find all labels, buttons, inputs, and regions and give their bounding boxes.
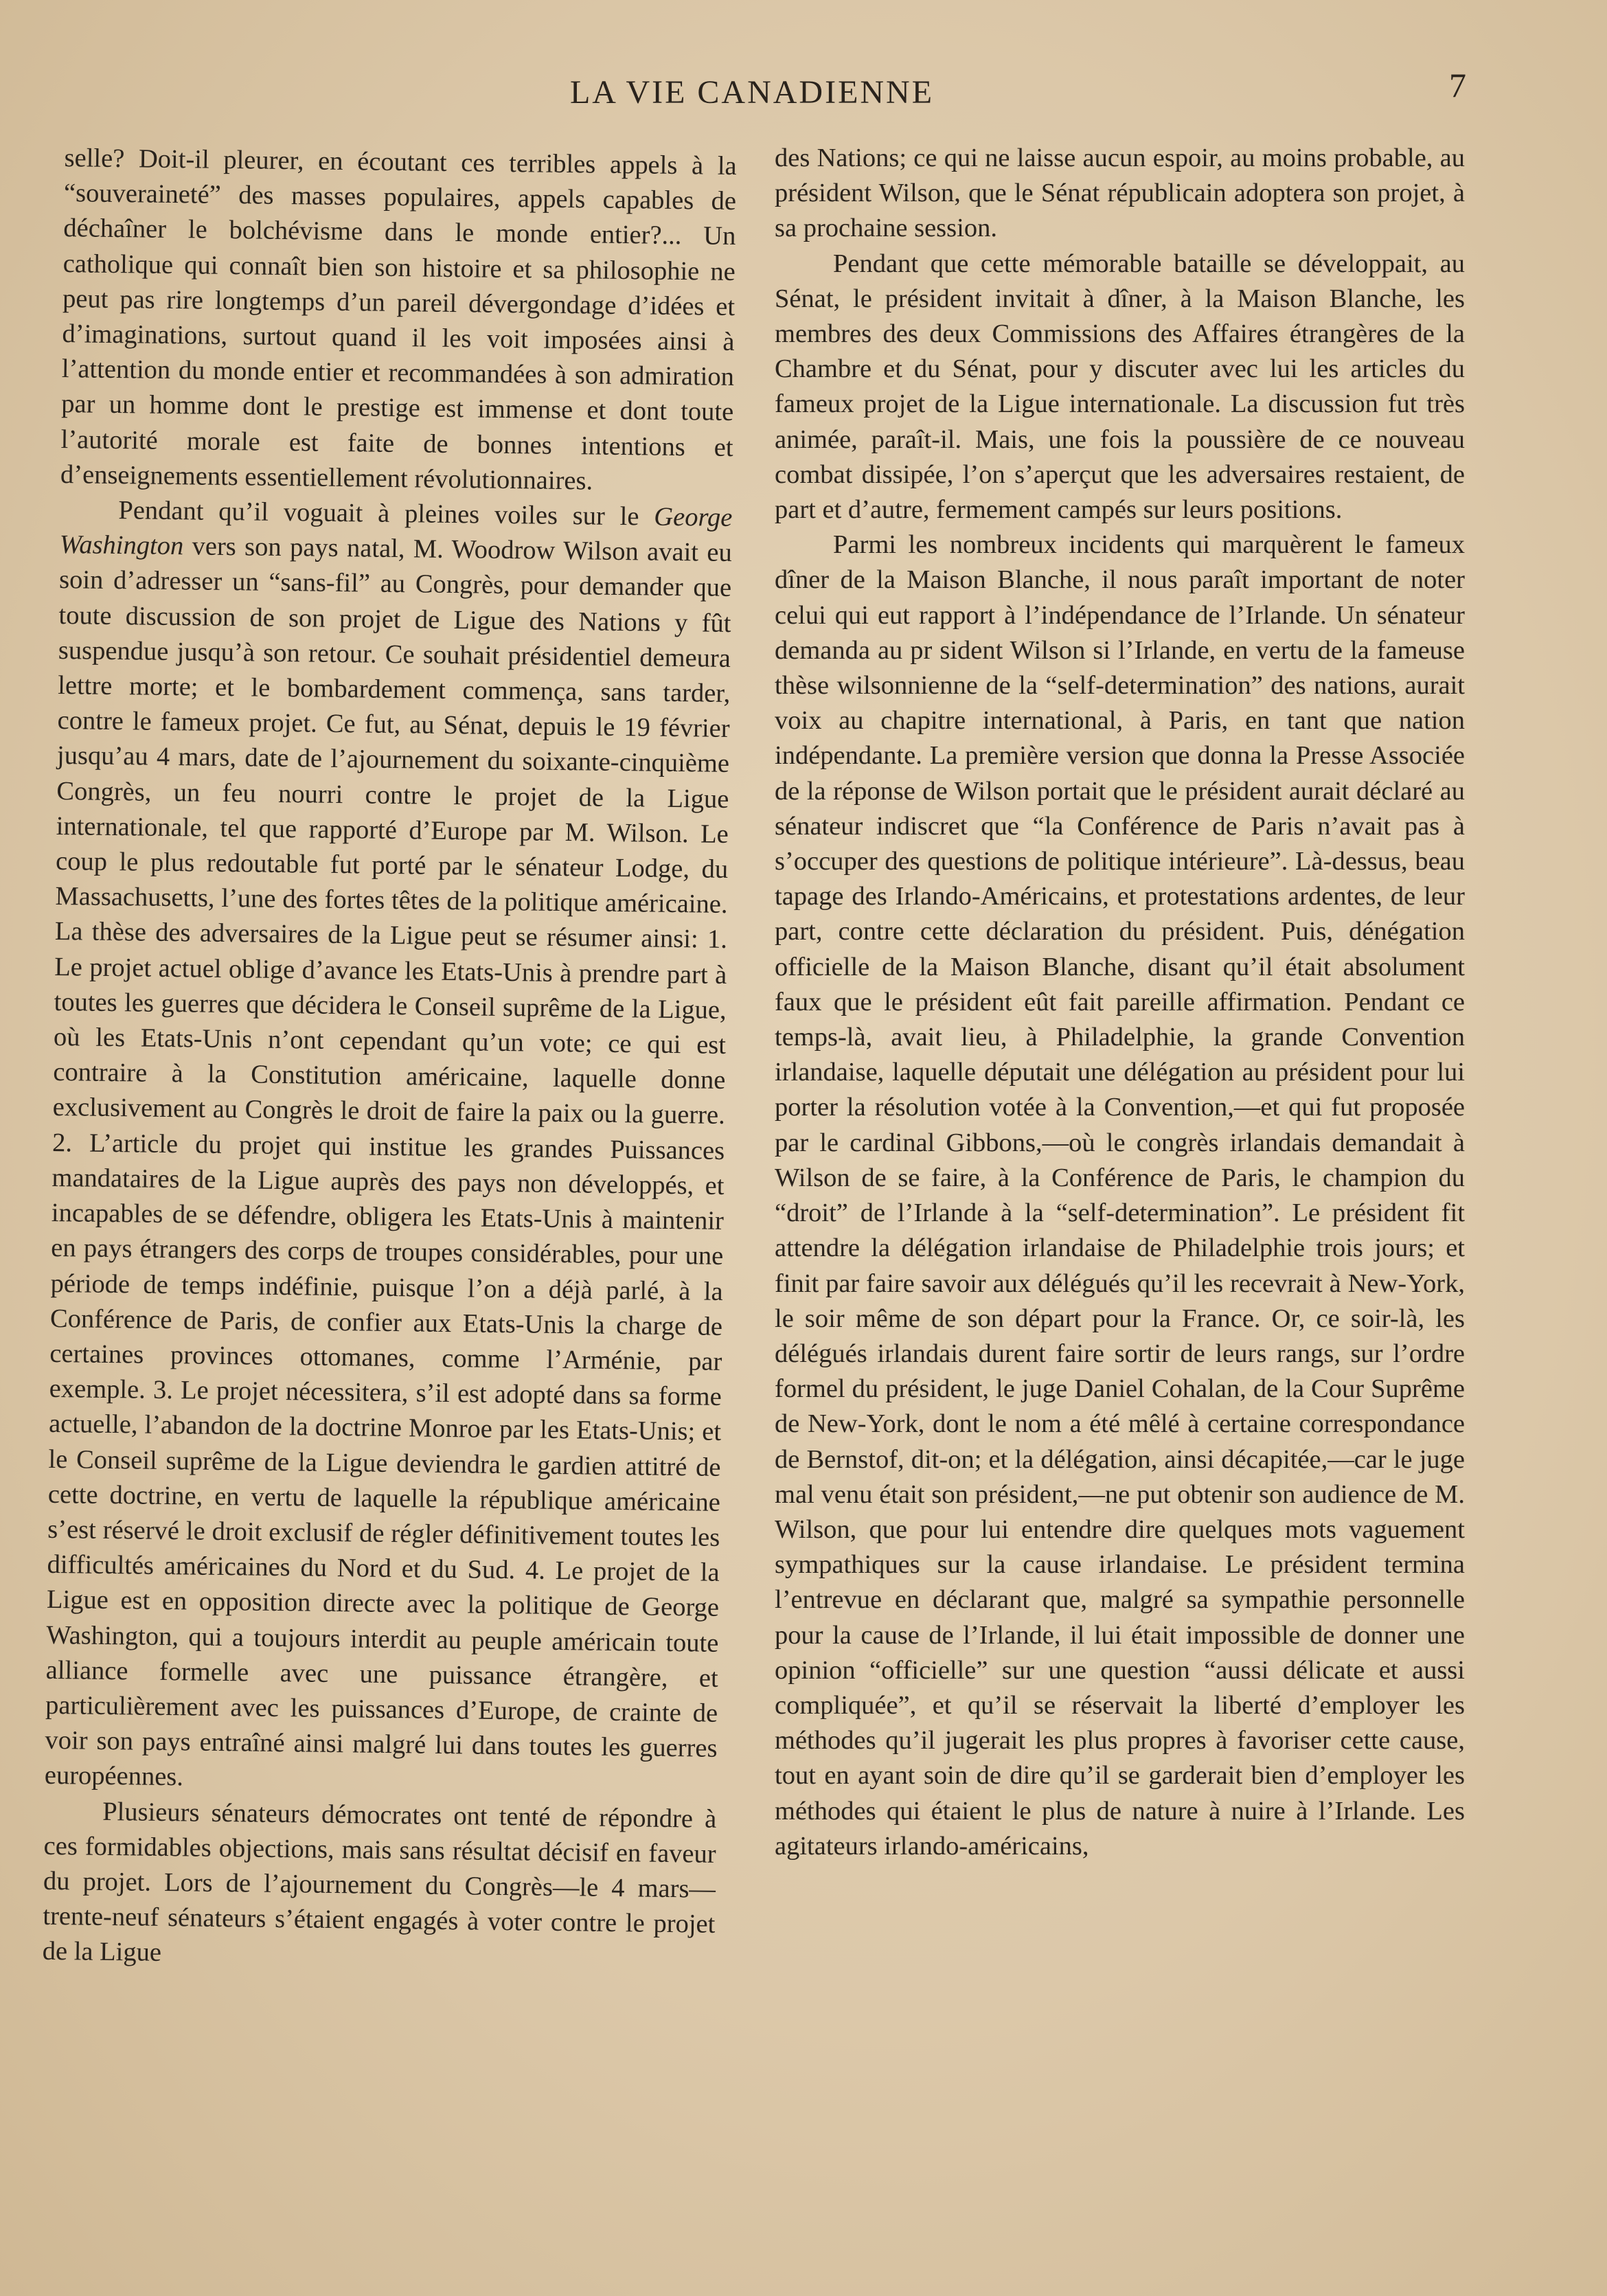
running-title: LA VIE CANADIENNE xyxy=(569,74,935,111)
paragraph: Parmi les nombreux incidents qui marquèrent le fameux dîner de la Maison Blanche, il nous paraît important de noter celui qui eut rapport à l’indépendance de l’Irlande. Un sénateur demanda au pr sident Wilson si l’Irlande, en vertu de la fameuse thèse wilsonnienne de la “self-determination” des nations, aurait voix au chapitre international, à Paris, en tant que nation indépendante. La première version que donna la Presse Associée de la réponse de Wilson portait que le président aurait déclaré au sénateur indiscret que “la Conférence de Paris n’avait pas à s’occuper des questions de politique intérieure”. Là-dessus, beau tapage des Irlando-Américains, et protestations ardentes, de leur part, contre cette déclaration du président. Puis, dénégation officielle de la Maison Blanche, disant qu’il était absolument faux que le président eût fait pareille affirmation. Pendant ce temps-là, avait lieu, à Philadelphie, la grande Convention irlandaise, laquelle députait une délégation au président pour lui porter la résolution votée à la Convention,—et qui fut proposée par le cardinal Gibbons,—où le congrès irlandais demandait à Wilson de se faire, à la Conférence de Paris, le champion du “droit” de l’Irlande à la “self-determination”. Le président fit attendre la délégation irlandaise de Philadelphie trois jours; et finit par faire savoir aux délégués qu’il les recevrait à New-York, le soir même de son départ pour la France. Or, ce soir-là, les délégués irlandais durent faire sortir de leurs rangs, sur l’ordre formel du président, le juge Daniel Cohalan, de la Cour Suprême de New-York, dont le nom a été mêlé à certaine correspondance de Bernstof, dit-on; et la délégation, ainsi décapitée,—car le juge mal venu était son président,—ne put obtenir son audience de M. Wilson, que pour lui entendre dire quelques mots vaguement sympathiques sur la cause irlandaise. Le président termina l’entrevue en déclarant que, malgré sa sympathie personnelle pour la cause de l’Irlande, il lui était impossible de donner une opinion “officielle” sur une question “aussi délicate et aussi compliquée”, et qu’il se réservait la liberté d’employer les méthodes qu’il jugerait les plus propres à favoriser cette cause, tout en ayant soin de dire qu’il se garderait bien d’employer les méthodes qui étaient le plus de nature à nuire à l’Irlande. Les agitateurs irlando-américains, xyxy=(775,530,1465,1861)
paragraph xyxy=(45,492,733,1801)
paragraph: selle? Doit-il pleurer, en écoutant ces terribles appels à la “souveraineté” des masses populaires, appels capables de déchaîner le bolchévisme dans le monde entier?... Un catholique qui connaît bien son histoire et sa philosophie ne peut pas rire longtemps d’un pareil dévergondage d’idées et d’imaginations, surtout quand il les voit imposées ainsi à l’attention du monde entier et recommandées à son admiration par un homme dont le prestige est immense et dont toute l’autorité morale est faite de bonnes intentions et d’enseignements essentiellement révolutionnaires. xyxy=(60,144,737,496)
ship-name: George Washington xyxy=(59,502,733,561)
paragraph-text: vers son pays natal, M. Woodrow Wilson avait eu soin d’adresser un “sans-fil” au Congrès, pour demander que toute discussion de son projet de Ligue des Nations y fût suspendue jusqu’à son retour. Ce souhait présidentiel demeura lettre morte; et le bombardement commença, sans tarder, contre le fameux projet. Ce fut, au Sénat, depuis le 19 février jusqu’au 4 mars, date de l’ajournement du soixante-cinquième Congrès, un feu nourri contre le projet de la Ligue internationale, tel que rapporté d’Europe par M. Wilson. Le coup le plus redoutable fut porté par le sénateur Lodge, du Massachusetts, l’une des fortes têtes de la politique américaine. La thèse des adversaires de la Ligue peut se résumer ainsi: 1. Le projet actuel oblige d’avance les Etats-Unis à prendre part à toutes les guerres que décidera le Conseil suprême de la Ligue, où les Etats-Unis n’ont cependant qu’un vote; ce qui est contraire à la Constitution américaine, laquelle donne exclusivement au Congrès le droit de faire la paix ou la guerre. 2. L’article du projet qui institue les grandes Puissances mandataires de la Ligue auprès des pays non développés, et incapables de se défendre, obligera les Etats-Unis à maintenir en pays étrangers des corps de troupes considérables, pour une période de temps indéfinie, puisque l’on a déjà parlé, à la Conférence de Paris, de confier aux Etats-Unis la charge de certaines provinces ottomanes, comme l’Arménie, par exemple. 3. Le projet nécessitera, s’il est adopté dans sa forme actuelle, l’abandon de la doctrine Monroe par les Etats-Unis; et le Conseil suprême de la Ligue deviendra le gardien attitré de cette doctrine, en vertu de laquelle la république américaine s’est réservé le droit exclusif de régler définitivement toutes les difficultés américaines du Nord et du Sud. 4. Le projet de la Ligue est en opposition directe avec la politique de George Washington, qui a toujours interdit au peuple américain toute alliance formelle avec une puissance étrangère, et particulièrement avec les puissances d’Europe, de crainte de voir son pays entraîné ainsi malgré lui dans toutes les guerres européennes. xyxy=(44,532,732,1792)
paragraph: des Nations; ce qui ne laisse aucun espoir, au moins probable, au président Wilson, que le Sénat républicain adoptera son projet, à sa prochaine session. xyxy=(775,144,1465,243)
left-column xyxy=(35,141,737,2223)
article-columns xyxy=(42,141,1465,2215)
paragraph: Pendant que cette mémorable bataille se développait, au Sénat, le président invitait à dîner, à la Maison Blanche, les membres des deux Commissions des Affaires étrangères de la Chambre et du Sénat, pour y discuter avec lui les articles du fameux projet de la Ligue internationale. La discussion fut très animée, paraît-il. Mais, une fois la poussière de ce nouveau combat dissipée, l’on s’aperçut que les adversaires restaient, de part et d’autre, fermement campés sur leurs positions. xyxy=(775,249,1465,525)
paragraph: Plusieurs sénateurs démocrates ont tenté de répondre à ces formidables objections, mais sans résultat décisif en faveur du projet. Lors de l’ajournement du Congrès—le 4 mars—trente-neuf sénateurs s’étaient engagés à voter contre le projet de la Ligue xyxy=(42,1797,717,1968)
page-header xyxy=(0,65,1607,120)
page-number: 7 xyxy=(1449,66,1466,104)
right-column xyxy=(775,141,1465,2215)
paragraph-text: Pendant qu’il voguait à pleines voiles sur le xyxy=(118,496,654,532)
